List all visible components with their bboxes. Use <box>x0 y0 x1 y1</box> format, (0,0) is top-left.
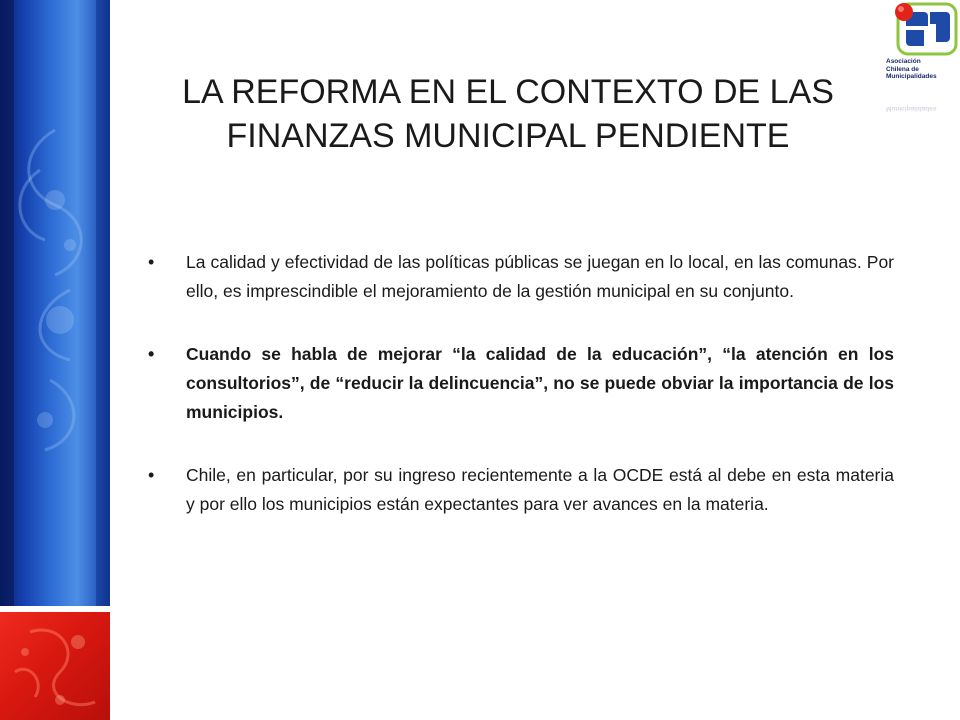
bullet-list <box>148 248 894 553</box>
decorative-red-band <box>0 612 110 720</box>
decorative-blue-band <box>0 0 110 606</box>
bullet-text: Cuando se habla de mejorar “la calidad de la educación”, “la atención en los consultorios”, de “reducir la delincuencia”, no se puede obviar la importancia de los municipios. <box>186 344 894 422</box>
bullet-item <box>148 248 894 306</box>
slide-title-line-1: LA REFORMA EN EL CONTEXTO DE LAS <box>182 73 834 111</box>
blue-band-pattern-icon <box>0 0 110 606</box>
logo-reflection <box>886 90 960 112</box>
association-logo <box>884 0 960 122</box>
slide-title <box>130 70 886 158</box>
logo-name-line-3: Municipalidades <box>886 73 937 80</box>
bullet-text: Chile, en particular, por su ingreso recientemente a la OCDE está al debe en esta materia y por ello los municipios están expectantes para ver avances en la materia. <box>186 465 894 514</box>
bullet-item <box>148 340 894 427</box>
logo-reflection-text: Municipalidades <box>886 105 937 112</box>
bullet-marker: • <box>148 465 155 485</box>
bullet-marker: • <box>148 344 155 364</box>
bullet-item <box>148 461 894 519</box>
logo-name-line-1: Asociación <box>886 58 921 65</box>
red-band-pattern-icon <box>0 612 110 720</box>
municipalities-logo-icon <box>884 0 960 58</box>
slide-title-line-2: FINANZAS MUNICIPAL PENDIENTE <box>226 117 790 155</box>
logo-name-line-2: Chilena de <box>886 65 919 73</box>
bullet-marker: • <box>148 252 155 272</box>
bullet-text: La calidad y efectividad de las políticas públicas se juegan en lo local, en las comunas. Por ello, es imprescindible el mejoramiento de la gestión municipal en su conjunto. <box>186 252 894 301</box>
logo-text <box>886 58 960 81</box>
